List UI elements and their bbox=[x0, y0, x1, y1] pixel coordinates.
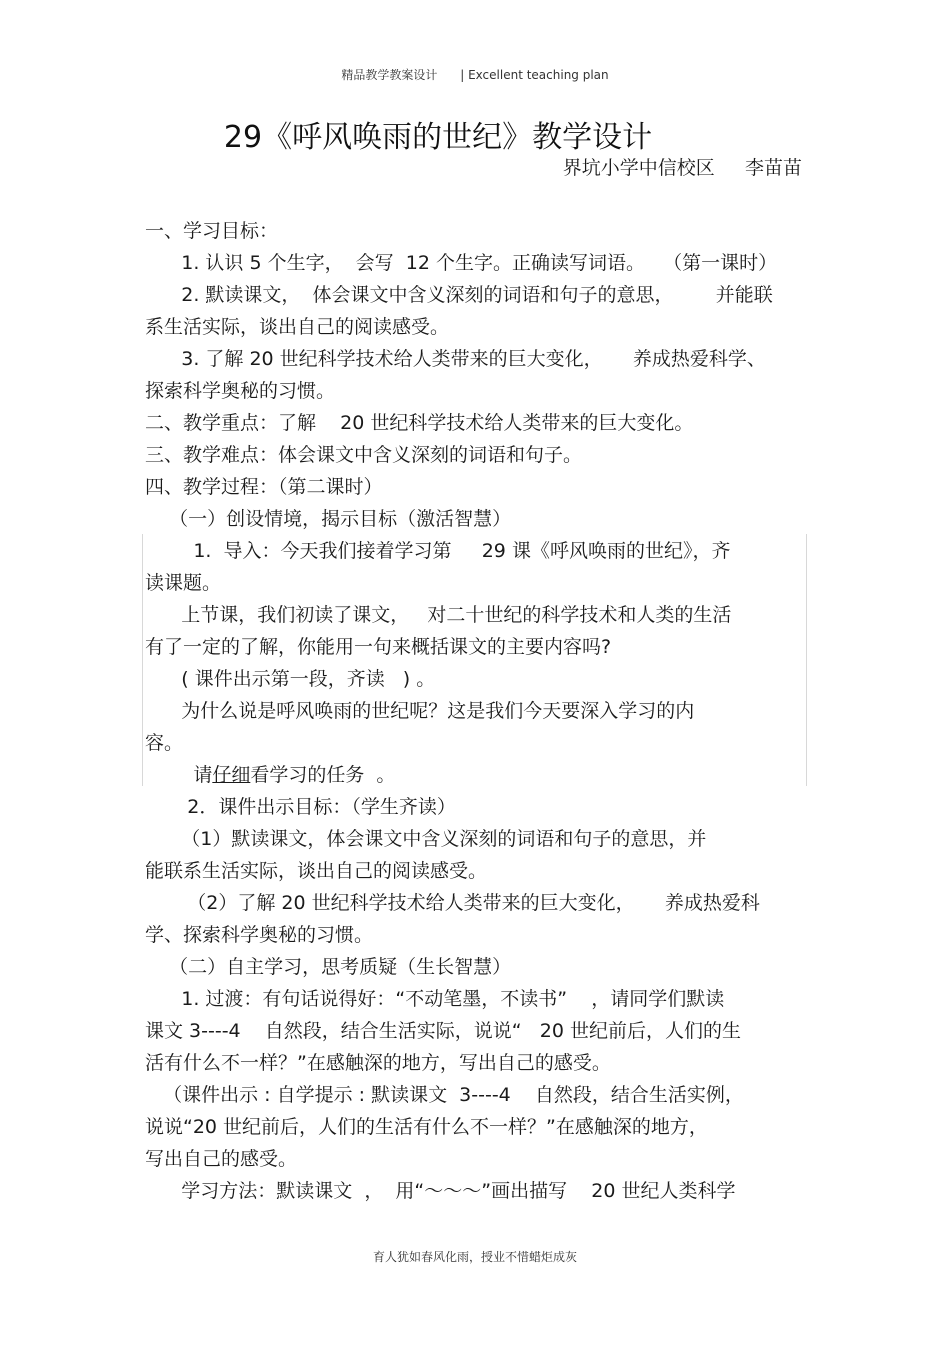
text-line: 四、教学过程：（第二课时） bbox=[145, 476, 383, 498]
text-line: （一）创设情境，揭示目标（激活智慧） bbox=[145, 508, 512, 530]
underlined-word: 仔细 bbox=[212, 764, 251, 786]
text-line: 一、学习目标： bbox=[145, 220, 279, 242]
text-line: 1. 导入：今天我们接着学习第 29 课《呼风唤雨的世纪》，齐 bbox=[145, 540, 731, 562]
text-line: 活有什么不一样？”在感触深的地方，写出自己的感受。 bbox=[145, 1052, 611, 1074]
task-prefix: 请 bbox=[145, 764, 213, 786]
author-line: 界坑小学中信校区 李苗苗 bbox=[562, 157, 802, 179]
text-line: 2. 默读课文， 体会课文中含义深刻的词语和句子的意思， 并能联 bbox=[145, 284, 773, 306]
frame-left-border bbox=[142, 534, 143, 786]
text-line: （二）自主学习，思考质疑（生长智慧） bbox=[145, 956, 512, 978]
text-line: 三、教学难点：体会课文中含义深刻的词语和句子。 bbox=[145, 444, 583, 466]
text-line: 学习方法：默读课文 ， 用“～～～”画出描写 20 世纪人类科学 bbox=[145, 1180, 736, 1202]
text-line: ( 课件出示第一段，齐读 ) 。 bbox=[145, 668, 436, 690]
text-line: （1）默读课文，体会课文中含义深刻的词语和句子的意思，并 bbox=[145, 828, 707, 850]
frame-right-border bbox=[806, 534, 807, 786]
text-line: 能联系生活实际，谈出自己的阅读感受。 bbox=[145, 860, 488, 882]
text-line: 3. 了解 20 世纪科学技术给人类带来的巨大变化， 养成热爱科学、 bbox=[145, 348, 766, 370]
text-line: （2）了解 20 世纪科学技术给人类带来的巨大变化， 养成热爱科 bbox=[145, 892, 760, 914]
text-line: （课件出示 : 自学提示 : 默读课文 3----4 自然段，结合生活实例， bbox=[145, 1084, 744, 1106]
text-line: 写出自己的感受。 bbox=[145, 1148, 298, 1170]
task-line bbox=[145, 763, 395, 787]
document-title: 29《呼风唤雨的世纪》教学设计 bbox=[223, 120, 653, 155]
text-line: 二、教学重点：了解 20 世纪科学技术给人类带来的巨大变化。 bbox=[145, 412, 694, 434]
text-line: 2．课件出示目标：（学生齐读） bbox=[145, 796, 456, 818]
text-line: 说说“20 世纪前后，人们的生活有什么不一样？”在感触深的地方， bbox=[145, 1116, 708, 1138]
text-line: 上节课，我们初读了课文， 对二十世纪的科学技术和人类的生活 bbox=[145, 604, 732, 626]
text-line: 学、探索科学奥秘的习惯。 bbox=[145, 924, 374, 946]
page-header: 精品教学教案设计 | Excellent teaching plan bbox=[341, 68, 609, 82]
text-line: 为什么说是呼风唤雨的世纪呢？这是我们今天要深入学习的内 bbox=[145, 700, 695, 722]
text-line: 探索科学奥秘的习惯。 bbox=[145, 380, 336, 402]
text-line: 1. 认识 5 个生字， 会写 12 个生字。正确读写词语。 （第一课时） bbox=[145, 252, 778, 274]
text-line: 容。 bbox=[145, 732, 184, 754]
page-footer: 育人犹如春风化雨，授业不惜蜡炬成灰 bbox=[372, 1250, 577, 1264]
text-line: 有了一定的了解，你能用一句来概括课文的主要内容吗? bbox=[145, 636, 612, 658]
task-suffix: 看学习的任务 。 bbox=[250, 764, 396, 786]
text-line: 1. 过渡：有句话说得好：“不动笔墨，不读书” ，请同学们默读 bbox=[145, 988, 725, 1010]
text-line: 系生活实际，谈出自己的阅读感受。 bbox=[145, 316, 450, 338]
text-line: 课文 3----4 自然段，结合生活实际，说说“ 20 世纪前后，人们的生 bbox=[145, 1020, 741, 1042]
text-line: 读课题。 bbox=[145, 572, 222, 594]
